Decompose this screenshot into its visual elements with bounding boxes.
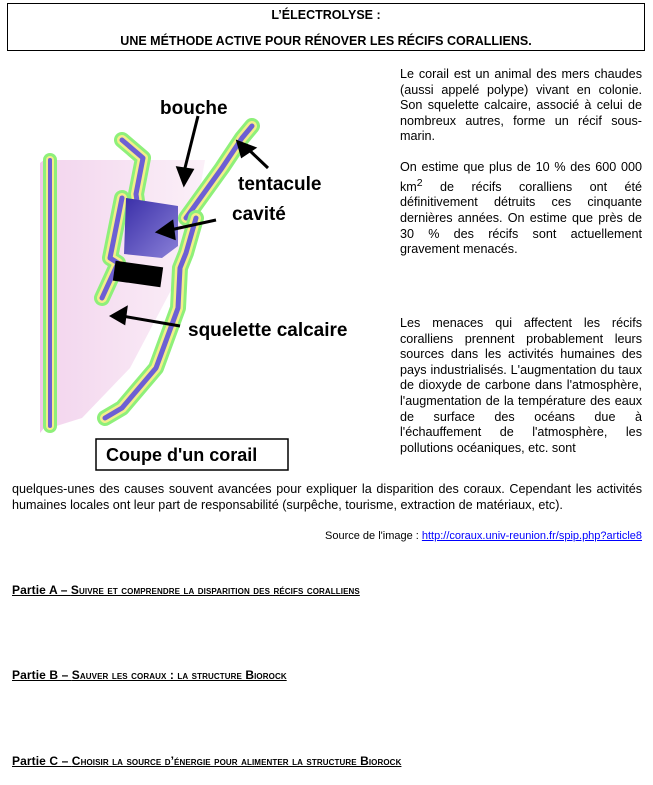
part-c-title: Choisir la source d’énergie pour alimenter la structure Biorock: [71, 754, 402, 768]
image-source: [325, 530, 642, 542]
title-line-1: L’ÉLECTROLYSE :: [271, 8, 381, 22]
title-line-2: UNE MÉTHODE ACTIVE POUR RÉNOVER LES RÉCIFS CORALLIENS.: [120, 34, 532, 48]
part-a-heading: [12, 583, 360, 597]
paragraph-coral-definition: Le corail est un animal des mers chaudes (aussi appelé polype) vivant en colonie. Son squelette calcaire, associé à celui de nombreux autres, forme un récif sous-marin.: [400, 67, 642, 144]
paragraph-threats-top: Les menaces qui affectent les récifs coralliens prennent probablement leurs sources dans les activités humaines des pays industrialisés. L'augmentation du taux de dioxyde de carbone dans l'atmosphère, l'augmentation de la température des eaux de surface des océans due à l'échauffement de l'atmosphère, les pollutions océaniques, etc. sont: [400, 316, 642, 455]
part-a-prefix: Partie A –: [12, 583, 71, 597]
part-c-prefix: Partie C –: [12, 754, 72, 768]
part-b-heading: [12, 668, 287, 682]
paragraph-threats-bottom: quelques-unes des causes souvent avancées pour expliquer la disparition des coraux. Cependant les activités humaines locales ont leur part de responsabilité (surpêche, tourisme, extraction de matériaux, etc).: [12, 482, 642, 512]
label-tentacule: tentacule: [238, 174, 322, 195]
part-b-title: Sauver les coraux : la structure Biorock: [71, 668, 287, 682]
source-label: Source de l'image :: [325, 530, 422, 542]
paragraph-reef-statistics: [400, 160, 642, 258]
part-b-prefix: Partie B –: [12, 668, 72, 682]
coral-diagram: [10, 68, 390, 488]
label-cavite: cavité: [232, 204, 286, 225]
title-box: [7, 3, 645, 51]
p2-text-before: On estime que plus de 10 % des 600 000 km: [400, 160, 642, 194]
source-link[interactable]: http://coraux.univ-reunion.fr/spip.php?article8: [421, 530, 642, 542]
part-c-heading: [12, 754, 401, 768]
p2-text-after: de récifs coralliens ont été définitivement détruits ces cinquante dernières années. On estime que près de 30 % des récifs sont actuellement gravement menacés.: [400, 179, 642, 257]
part-a-title: Suivre et comprendre la disparition des récifs coralliens: [70, 583, 360, 597]
coral-section-illustration: [10, 68, 390, 488]
label-squelette: squelette calcaire: [188, 320, 348, 341]
p2-superscript: 2: [416, 176, 423, 189]
caption-text: Coupe d'un corail: [106, 445, 258, 465]
label-bouche: bouche: [160, 98, 228, 119]
